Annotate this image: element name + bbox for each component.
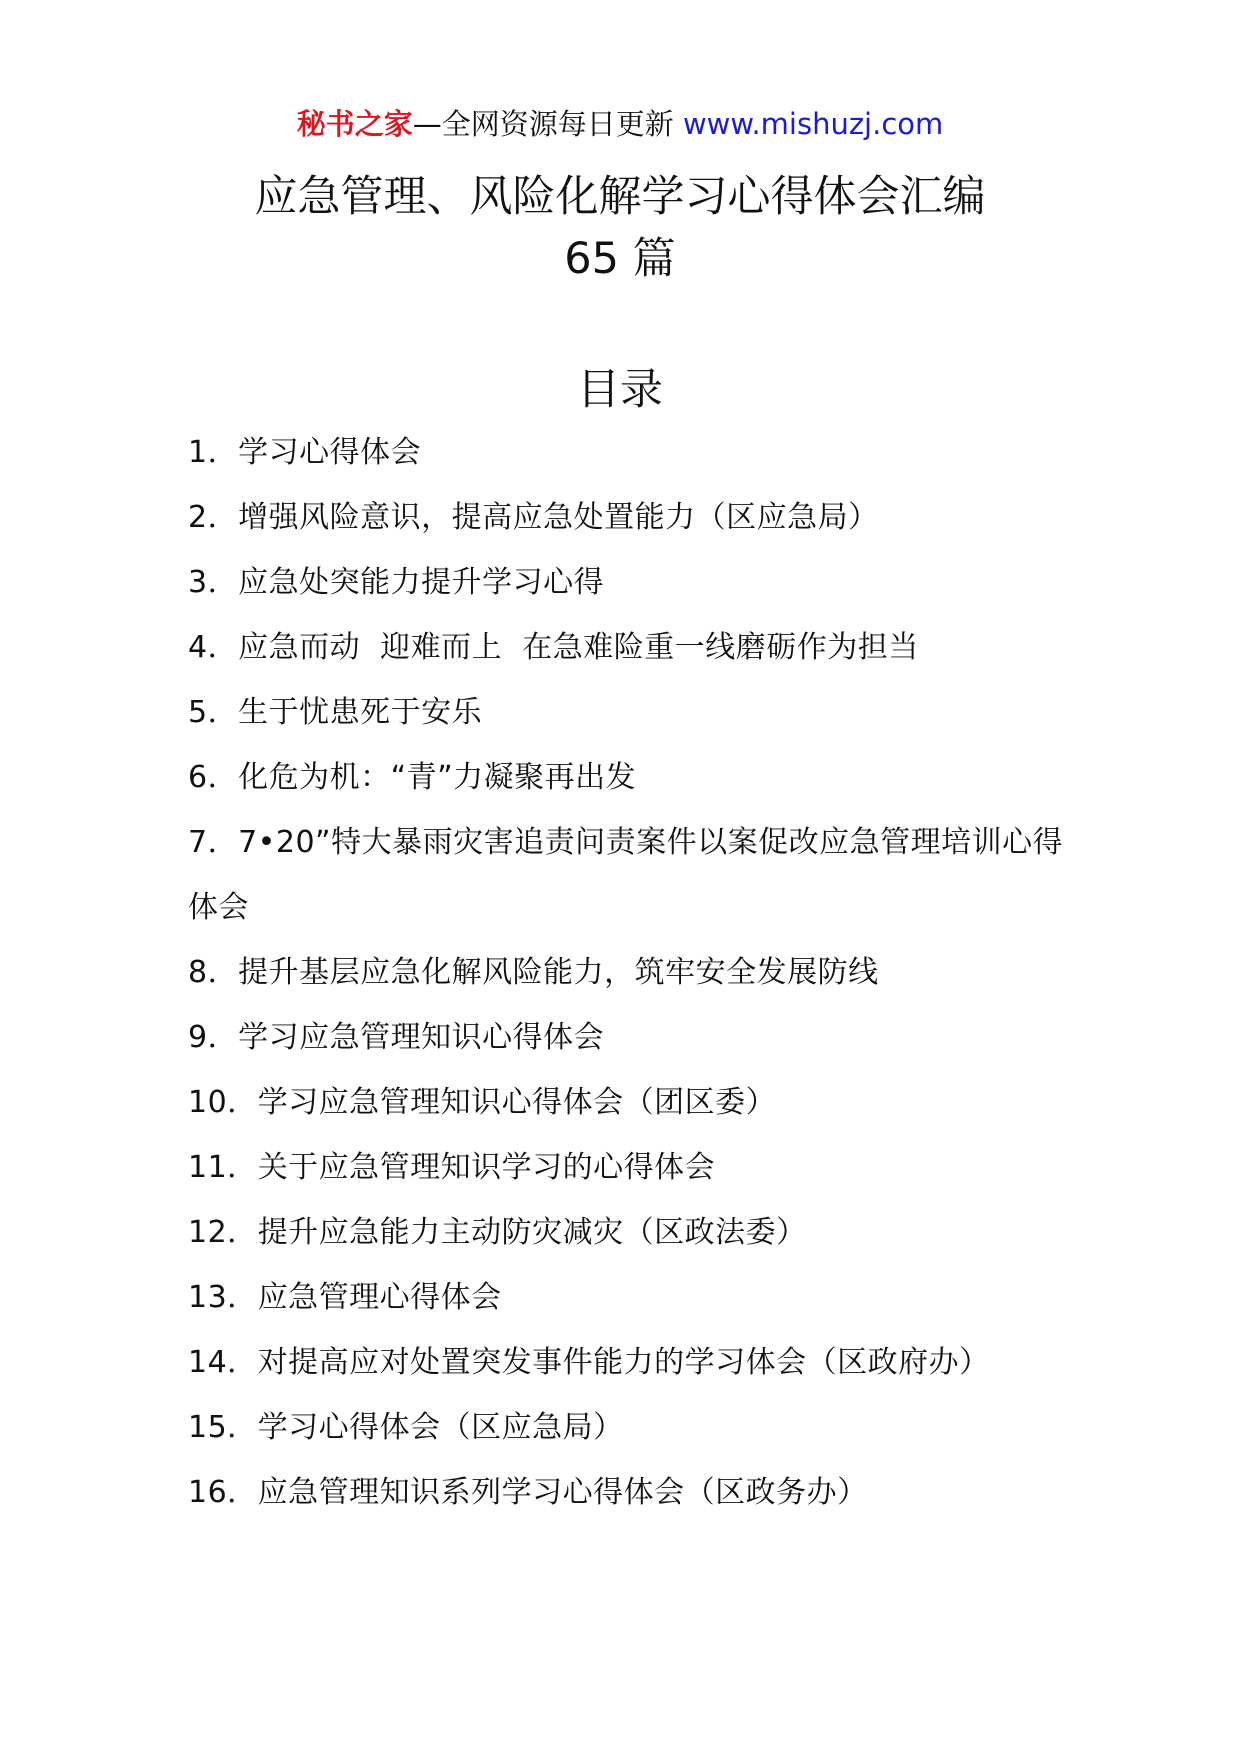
brand-name: 秘书之家 bbox=[296, 107, 413, 141]
toc-item[interactable] bbox=[188, 1395, 1068, 1460]
toc-item-number: 8． bbox=[188, 955, 239, 990]
toc-item[interactable] bbox=[188, 810, 1068, 940]
document-title-line2: 65 篇 bbox=[564, 234, 676, 284]
toc-item-text: 提升基层应急化解风险能力，筑牢安全发展防线 bbox=[238, 955, 879, 990]
toc-item-text: 7•20”特大暴雨灾害追责问责案件以案促改应急管理培训心得体会 bbox=[188, 825, 1064, 925]
document-title bbox=[0, 166, 1240, 290]
toc-item[interactable] bbox=[188, 1330, 1068, 1395]
toc-item-text: 提升应急能力主动防灾减灾（区政法委） bbox=[257, 1215, 807, 1250]
toc-item-text: 应急处突能力提升学习心得 bbox=[238, 565, 605, 600]
toc-item[interactable] bbox=[188, 1200, 1068, 1265]
toc-item[interactable] bbox=[188, 745, 1068, 810]
toc-item[interactable] bbox=[188, 1265, 1068, 1330]
toc-item-text: 关于应急管理知识学习的心得体会 bbox=[257, 1150, 716, 1185]
toc-item-number: 13． bbox=[188, 1280, 258, 1315]
document-title-line1: 应急管理、风险化解学习心得体会汇编 bbox=[254, 172, 986, 222]
toc-item-text: 学习应急管理知识心得体会 bbox=[238, 1020, 605, 1055]
toc-item-text: 学习心得体会 bbox=[238, 435, 422, 470]
toc-item[interactable] bbox=[188, 420, 1068, 485]
toc-item[interactable] bbox=[188, 1070, 1068, 1135]
toc-item-text: 化危为机：“青”力凝聚再出发 bbox=[238, 760, 637, 795]
toc-item[interactable] bbox=[188, 1135, 1068, 1200]
toc-item-text: 学习应急管理知识心得体会（团区委） bbox=[257, 1085, 777, 1120]
toc-item[interactable] bbox=[188, 680, 1068, 745]
toc-item-number: 16． bbox=[188, 1475, 258, 1510]
toc-item-number: 11． bbox=[188, 1150, 258, 1185]
toc-item-number: 9． bbox=[188, 1020, 239, 1055]
toc-item-number: 1． bbox=[188, 435, 239, 470]
toc-item[interactable] bbox=[188, 615, 1068, 680]
toc-item-text: 对提高应对处置突发事件能力的学习体会（区政府办） bbox=[257, 1345, 990, 1380]
site-url-link[interactable]: www.mishuzj.com bbox=[682, 107, 944, 141]
toc-item-number: 14． bbox=[188, 1345, 258, 1380]
toc-item-number: 7． bbox=[188, 825, 239, 860]
banner-slogan: —全网资源每日更新 bbox=[412, 107, 674, 141]
toc-item-number: 12． bbox=[188, 1215, 258, 1250]
toc-item[interactable] bbox=[188, 550, 1068, 615]
toc-item-number: 3． bbox=[188, 565, 239, 600]
toc-item-number: 2． bbox=[188, 500, 239, 535]
toc-item-text: 应急管理心得体会 bbox=[257, 1280, 502, 1315]
toc-item-number: 4． bbox=[188, 630, 239, 665]
toc-item-text: 应急而动 迎难而上 在急难险重一线磨砺作为担当 bbox=[238, 630, 919, 665]
toc-item[interactable] bbox=[188, 1005, 1068, 1070]
toc-list bbox=[188, 420, 1068, 1525]
toc-heading: 目录 bbox=[577, 365, 663, 415]
toc-item-text: 增强风险意识，提高应急处置能力（区应急局） bbox=[238, 500, 879, 535]
toc-item-text: 学习心得体会（区应急局） bbox=[257, 1410, 624, 1445]
toc-item[interactable] bbox=[188, 1460, 1068, 1525]
toc-item[interactable] bbox=[188, 485, 1068, 550]
toc-item-number: 5． bbox=[188, 695, 239, 730]
toc-item-number: 6． bbox=[188, 760, 239, 795]
toc-item-text: 生于忧患死于安乐 bbox=[238, 695, 483, 730]
site-banner bbox=[0, 104, 1240, 144]
toc-item-text: 应急管理知识系列学习心得体会（区政务办） bbox=[257, 1475, 868, 1510]
toc-item-number: 10． bbox=[188, 1085, 258, 1120]
toc-item[interactable] bbox=[188, 940, 1068, 1005]
toc-item-number: 15． bbox=[188, 1410, 258, 1445]
